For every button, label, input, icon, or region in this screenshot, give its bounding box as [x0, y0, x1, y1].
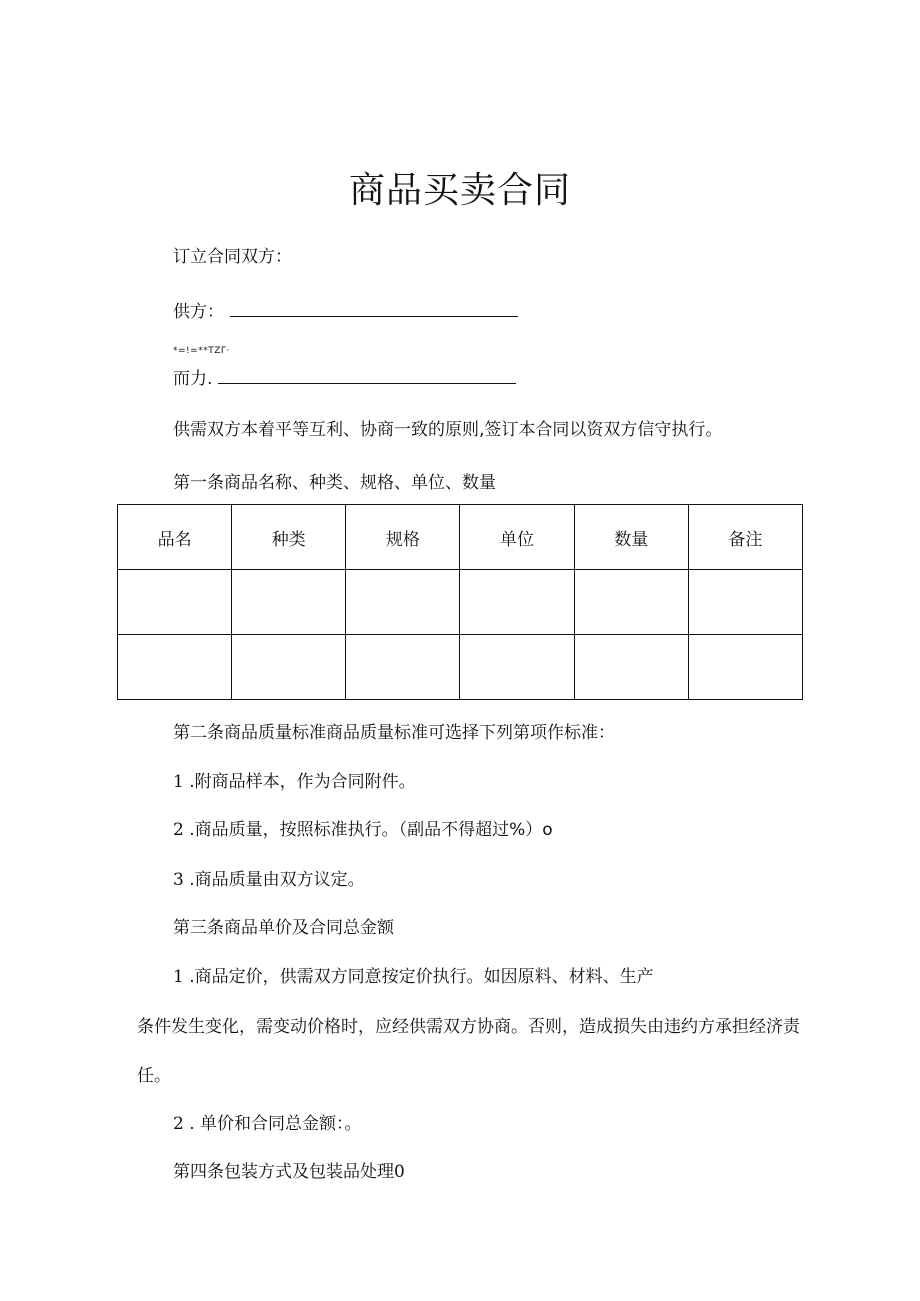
article2-item-2: [173, 818, 553, 842]
item-text: .商品质量由双方议定。: [189, 870, 365, 890]
table-cell[interactable]: [460, 635, 574, 700]
table-row: [118, 570, 803, 635]
table-cell[interactable]: [460, 570, 574, 635]
buyer-label: 而力.: [173, 369, 213, 389]
table-cell[interactable]: [118, 570, 232, 635]
article3-item-1-line1: [173, 965, 654, 989]
table-cell[interactable]: [688, 635, 802, 700]
article4-heading: [173, 1160, 405, 1184]
col-header-quantity: 数量: [574, 505, 688, 570]
parties-heading: 订立合同双方：: [173, 247, 292, 267]
article4-heading-suffix: 0: [394, 1162, 405, 1182]
item-number: 2: [173, 820, 184, 840]
article4-heading-text: 第四条包装方式及包装品处理: [173, 1162, 394, 1182]
buyer-note: *=!=**TZΓ·: [173, 346, 230, 356]
table-cell[interactable]: [232, 570, 346, 635]
article2-item-1: [173, 770, 416, 794]
col-header-name: 品名: [118, 505, 232, 570]
article3-item-2: [173, 1112, 362, 1136]
contract-title: 商品买卖合同: [348, 170, 571, 211]
table-cell[interactable]: [688, 570, 802, 635]
table-row: [118, 635, 803, 700]
item-text: .附商品样本，作为合同附件。: [189, 772, 416, 792]
col-header-remark: 备注: [688, 505, 802, 570]
buyer-line: [173, 365, 516, 391]
item-number: 1: [173, 772, 184, 792]
item-text: .商品质量，按照标准执行。（副品不得超过%）o: [189, 820, 553, 840]
goods-table: [117, 504, 803, 700]
table-cell[interactable]: [574, 635, 688, 700]
article3-item-1-line2: 条件发生变化，需变动价格时，应经供需双方协商。否则，造成损失由违约方承担经济责: [137, 1017, 800, 1037]
table-cell[interactable]: [346, 570, 460, 635]
item-number: 1: [173, 967, 184, 987]
article3-item-1-line3: 任。: [137, 1066, 171, 1086]
table-cell[interactable]: [574, 570, 688, 635]
table-cell[interactable]: [118, 635, 232, 700]
preamble: 供需双方本着平等互利、协商一致的原则,签订本合同以资双方信守执行。: [173, 420, 723, 440]
article2-item-3: [173, 868, 365, 892]
article3-heading: 第三条商品单价及合同总金额: [173, 918, 394, 938]
buyer-blank: [218, 365, 516, 384]
col-header-spec: 规格: [346, 505, 460, 570]
item-text: .商品定价，供需双方同意按定价执行。如因原料、材料、生产: [189, 967, 654, 987]
article1-heading: 第一条商品名称、种类、规格、单位、数量: [173, 473, 496, 493]
table-cell[interactable]: [346, 635, 460, 700]
table-header-row: [118, 505, 803, 570]
article2-heading: 第二条商品质量标准商品质量标准可选择下列第项作标准：: [173, 723, 615, 743]
supplier-label: 供方：: [173, 302, 224, 322]
table-cell[interactable]: [232, 635, 346, 700]
col-header-type: 种类: [232, 505, 346, 570]
supplier-line: [173, 298, 518, 324]
col-header-unit: 单位: [460, 505, 574, 570]
item-number: 2: [173, 1114, 184, 1134]
item-number: 3: [173, 870, 184, 890]
item-text: . 单价和合同总金额：。: [189, 1114, 362, 1134]
supplier-blank: [230, 298, 518, 317]
